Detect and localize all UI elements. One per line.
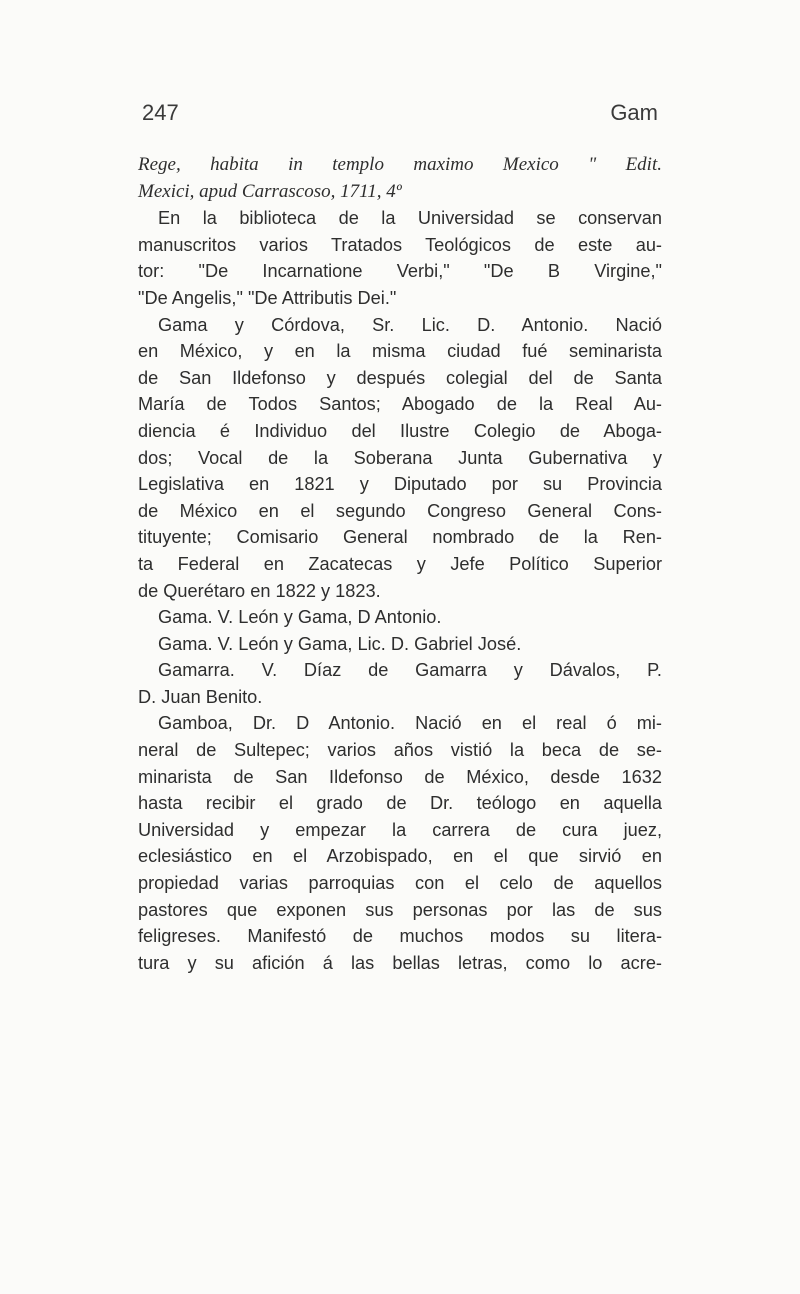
text-line: de Querétaro en 1822 y 1823.: [138, 580, 381, 601]
text-line: En la biblioteca de la Universidad se conservan: [158, 208, 662, 229]
text-line: ta Federal en Zacatecas y Jefe Político Superior: [138, 553, 662, 574]
text-line: neral de Sultepec; varios años vistió la beca de se-: [138, 740, 662, 761]
text-line: pastores que exponen sus personas por las de sus: [138, 899, 662, 920]
text-line: hasta recibir el grado de Dr. teólogo en aquella: [138, 793, 662, 814]
text-line: en México, y en la misma ciudad fué seminarista: [138, 341, 662, 362]
text-line: "De Angelis," "De Attributis Dei.": [138, 287, 397, 308]
text-line: dos; Vocal de la Soberana Junta Gubernativa y: [138, 447, 662, 468]
page-number: 247: [142, 100, 179, 125]
entry-line: Gamboa, Dr. D Antonio. Nació en el real ó mi-: [158, 713, 662, 734]
text-line: eclesiástico en el Arzobispado, en el que sirvió en: [138, 846, 662, 867]
body-text: [138, 152, 662, 976]
text-line: Mexici, apud Carrascoso, 1711, 4º: [138, 180, 402, 202]
text-line: María de Todos Santos; Abogado de la Real Au-: [138, 394, 662, 415]
text-line: de San Ildefonso y después colegial del de Santa: [138, 367, 662, 388]
text-line: D. Juan Benito.: [138, 686, 263, 707]
text-line: tor: "De Incarnatione Verbi," "De B Virgine,": [138, 261, 662, 282]
text-line: tura y su afición á las bellas letras, como lo acre-: [138, 952, 662, 973]
entry-line: Gama. V. León y Gama, Lic. D. Gabriel José.: [158, 633, 522, 654]
text-line: Universidad y empezar la carrera de cura juez,: [138, 819, 662, 840]
text-line: minarista de San Ildefonso de México, desde 1632: [138, 766, 662, 787]
text-line: tituyente; Comisario General nombrado de la Ren-: [138, 527, 662, 548]
entry-line: Gama. V. León y Gama, D Antonio.: [158, 607, 442, 628]
page-header: [142, 100, 658, 134]
entry-line: Gama y Córdova, Sr. Lic. D. Antonio. Nació: [158, 314, 662, 335]
text-line: Legislativa en 1821 y Diputado por su Provincia: [138, 474, 662, 495]
text-line: feligreses. Manifestó de muchos modos su litera-: [138, 926, 662, 947]
text-line: Rege, habita in templo maximo Mexico " Edit.: [138, 154, 662, 175]
text-line: de México en el segundo Congreso General Cons-: [138, 500, 662, 521]
entry-line: Gamarra. V. Díaz de Gamarra y Dávalos, P.: [158, 660, 662, 681]
text-line: propiedad varias parroquias con el celo de aquellos: [138, 873, 662, 894]
running-head: Gam: [610, 100, 658, 125]
text-line: manuscritos varios Tratados Teológicos de este au-: [138, 234, 662, 255]
text-line: diencia é Individuo del Ilustre Colegio de Aboga-: [138, 420, 662, 441]
